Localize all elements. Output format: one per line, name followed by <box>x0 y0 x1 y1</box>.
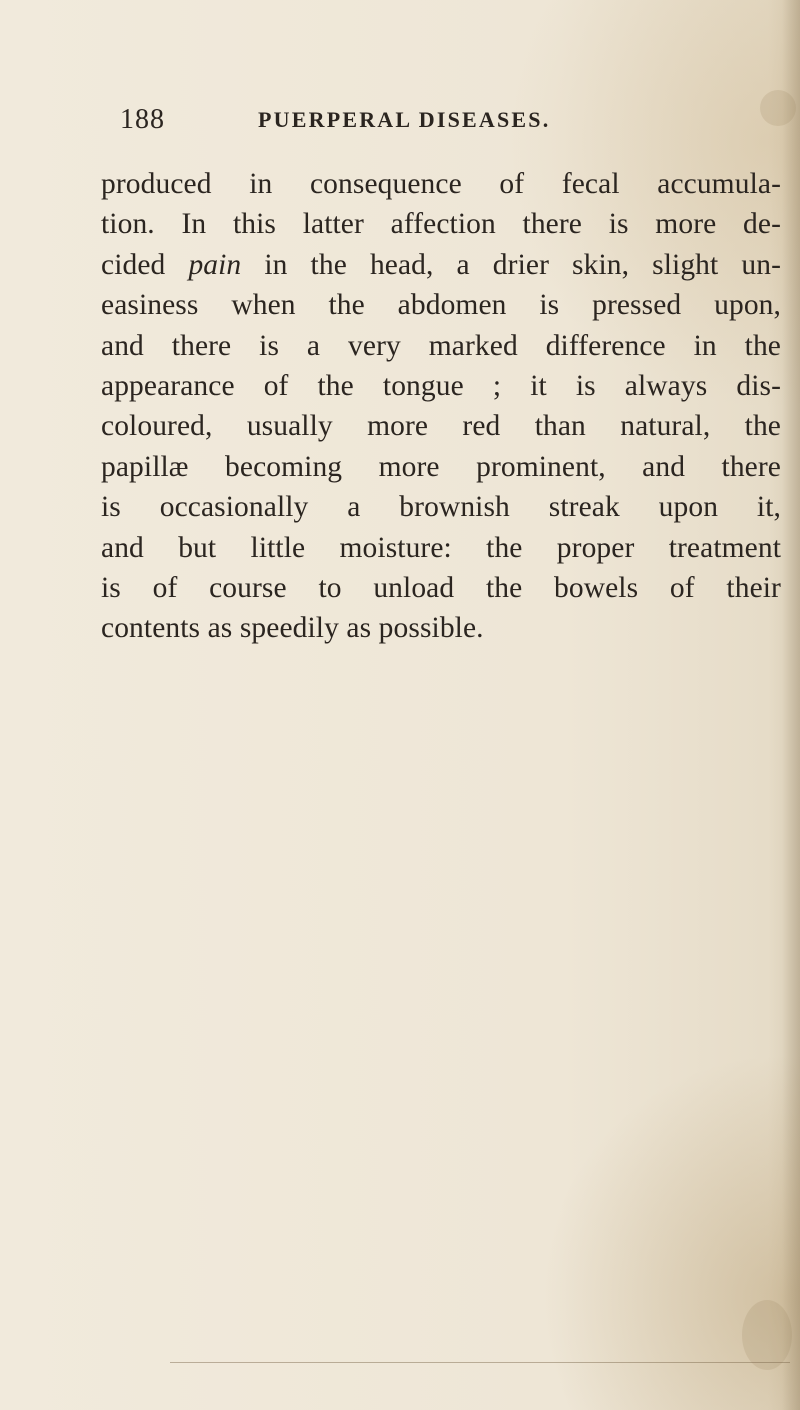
page-number: 188 <box>120 104 165 135</box>
text-segment: cided <box>101 248 189 281</box>
text-line: contents as speedily as possible. <box>101 612 484 645</box>
italic-word: pain <box>188 248 242 281</box>
text-line: tion. In this latter affection there is more de- <box>101 208 781 241</box>
text-line: produced in consequence of fecal accumula- <box>101 168 781 200</box>
text-line: is occasionally a brownish streak upon it, <box>101 491 781 524</box>
text-segment: in the head, a drier skin, slight un- <box>241 248 781 281</box>
text-line: papillæ becoming more prominent, and there <box>101 450 781 483</box>
page-header <box>0 100 800 140</box>
text-line: coloured, usually more red than natural, the <box>101 410 781 443</box>
body-text <box>101 164 781 649</box>
running-head: PUERPERAL DISEASES. <box>258 107 551 132</box>
text-line <box>101 245 781 285</box>
paper-stain <box>742 1300 792 1370</box>
text-line: appearance of the tongue ; it is always dis- <box>101 370 781 403</box>
text-line: is of course to unload the bowels of their <box>101 572 781 605</box>
bottom-page-mark <box>170 1362 790 1363</box>
text-line: and there is a very marked difference in the <box>101 329 781 362</box>
page-edge-shadow <box>782 0 800 1410</box>
text-line: and but little moisture: the proper treatment <box>101 531 781 564</box>
text-line: easiness when the abdomen is pressed upon, <box>101 289 781 322</box>
